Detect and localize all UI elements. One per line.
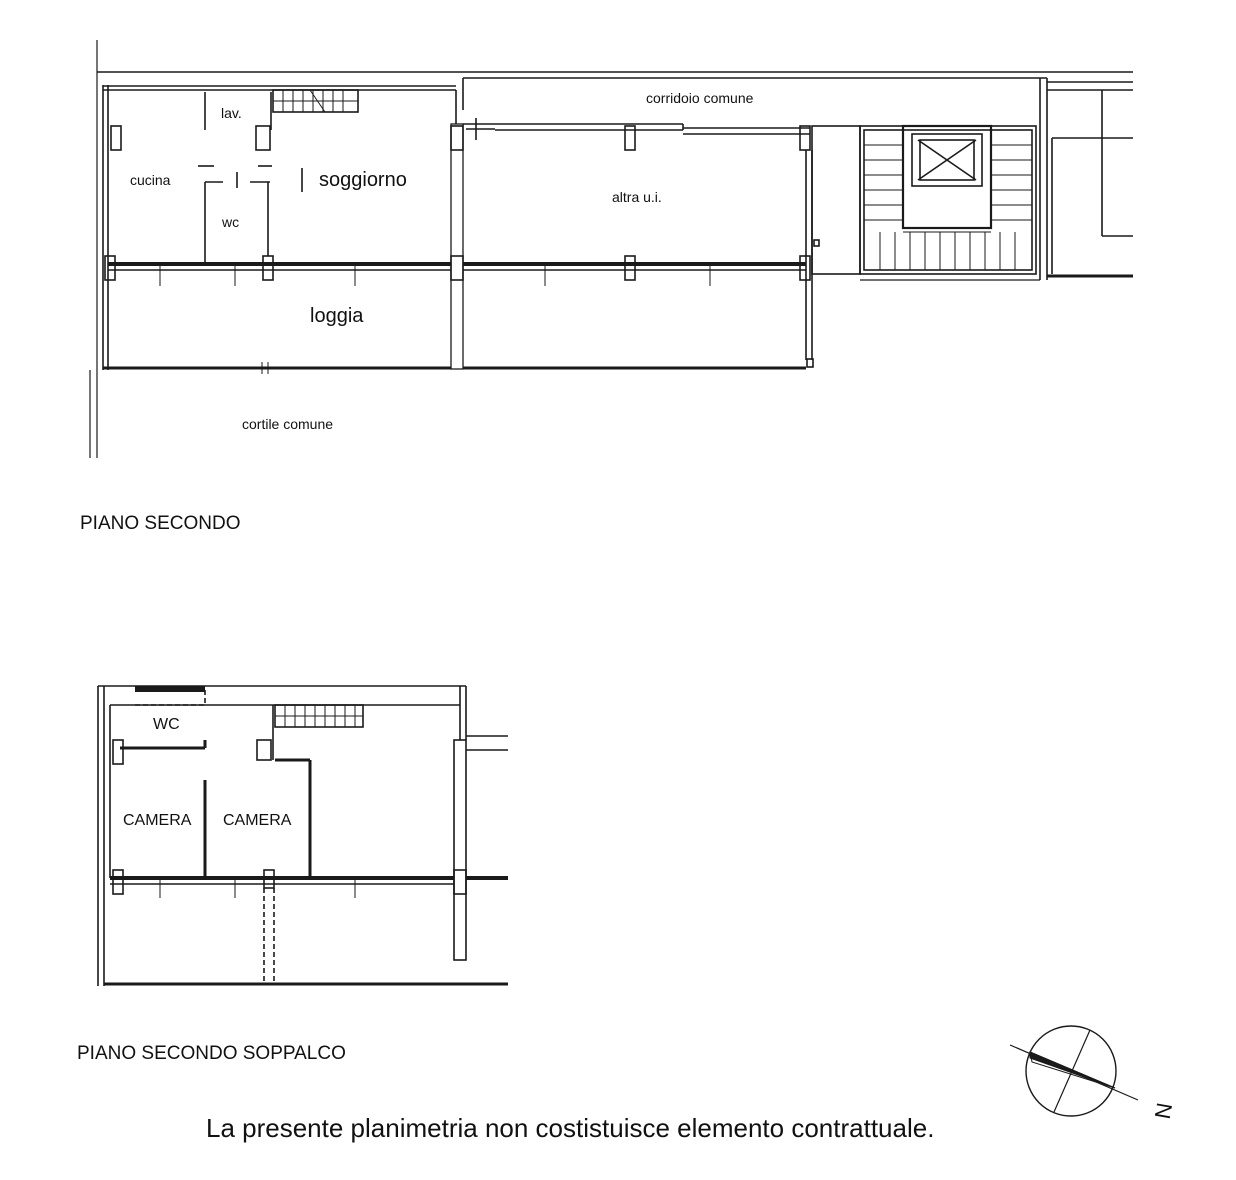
room-label-corridoio-comune: corridoio comune: [646, 90, 754, 106]
room-label-loggia: loggia: [310, 305, 364, 327]
room-label-wc-mezzanine: WC: [153, 716, 180, 733]
room-label-wc: wc: [222, 214, 240, 230]
second-floor-plan: [90, 40, 1133, 458]
floor-title-mezzanine: PIANO SECONDO SOPPALCO: [77, 1043, 346, 1064]
room-label-cortile-comune: cortile comune: [242, 416, 334, 432]
room-label-camera-2: CAMERA: [223, 812, 292, 829]
room-label-lav: lav.: [221, 105, 242, 121]
room-label-altra-ui: altra u.i.: [612, 189, 662, 205]
compass-rose: [1010, 1026, 1138, 1116]
disclaimer-text: La presente planimetria non costistuisce elemento contrattuale.: [206, 1113, 935, 1143]
room-label-camera-1: CAMERA: [123, 812, 192, 829]
room-label-cucina: cucina: [130, 172, 171, 188]
floor-title-second: PIANO SECONDO: [80, 513, 241, 534]
compass-north-label: N: [1149, 1100, 1178, 1121]
room-label-soggiorno: soggiorno: [319, 169, 407, 191]
